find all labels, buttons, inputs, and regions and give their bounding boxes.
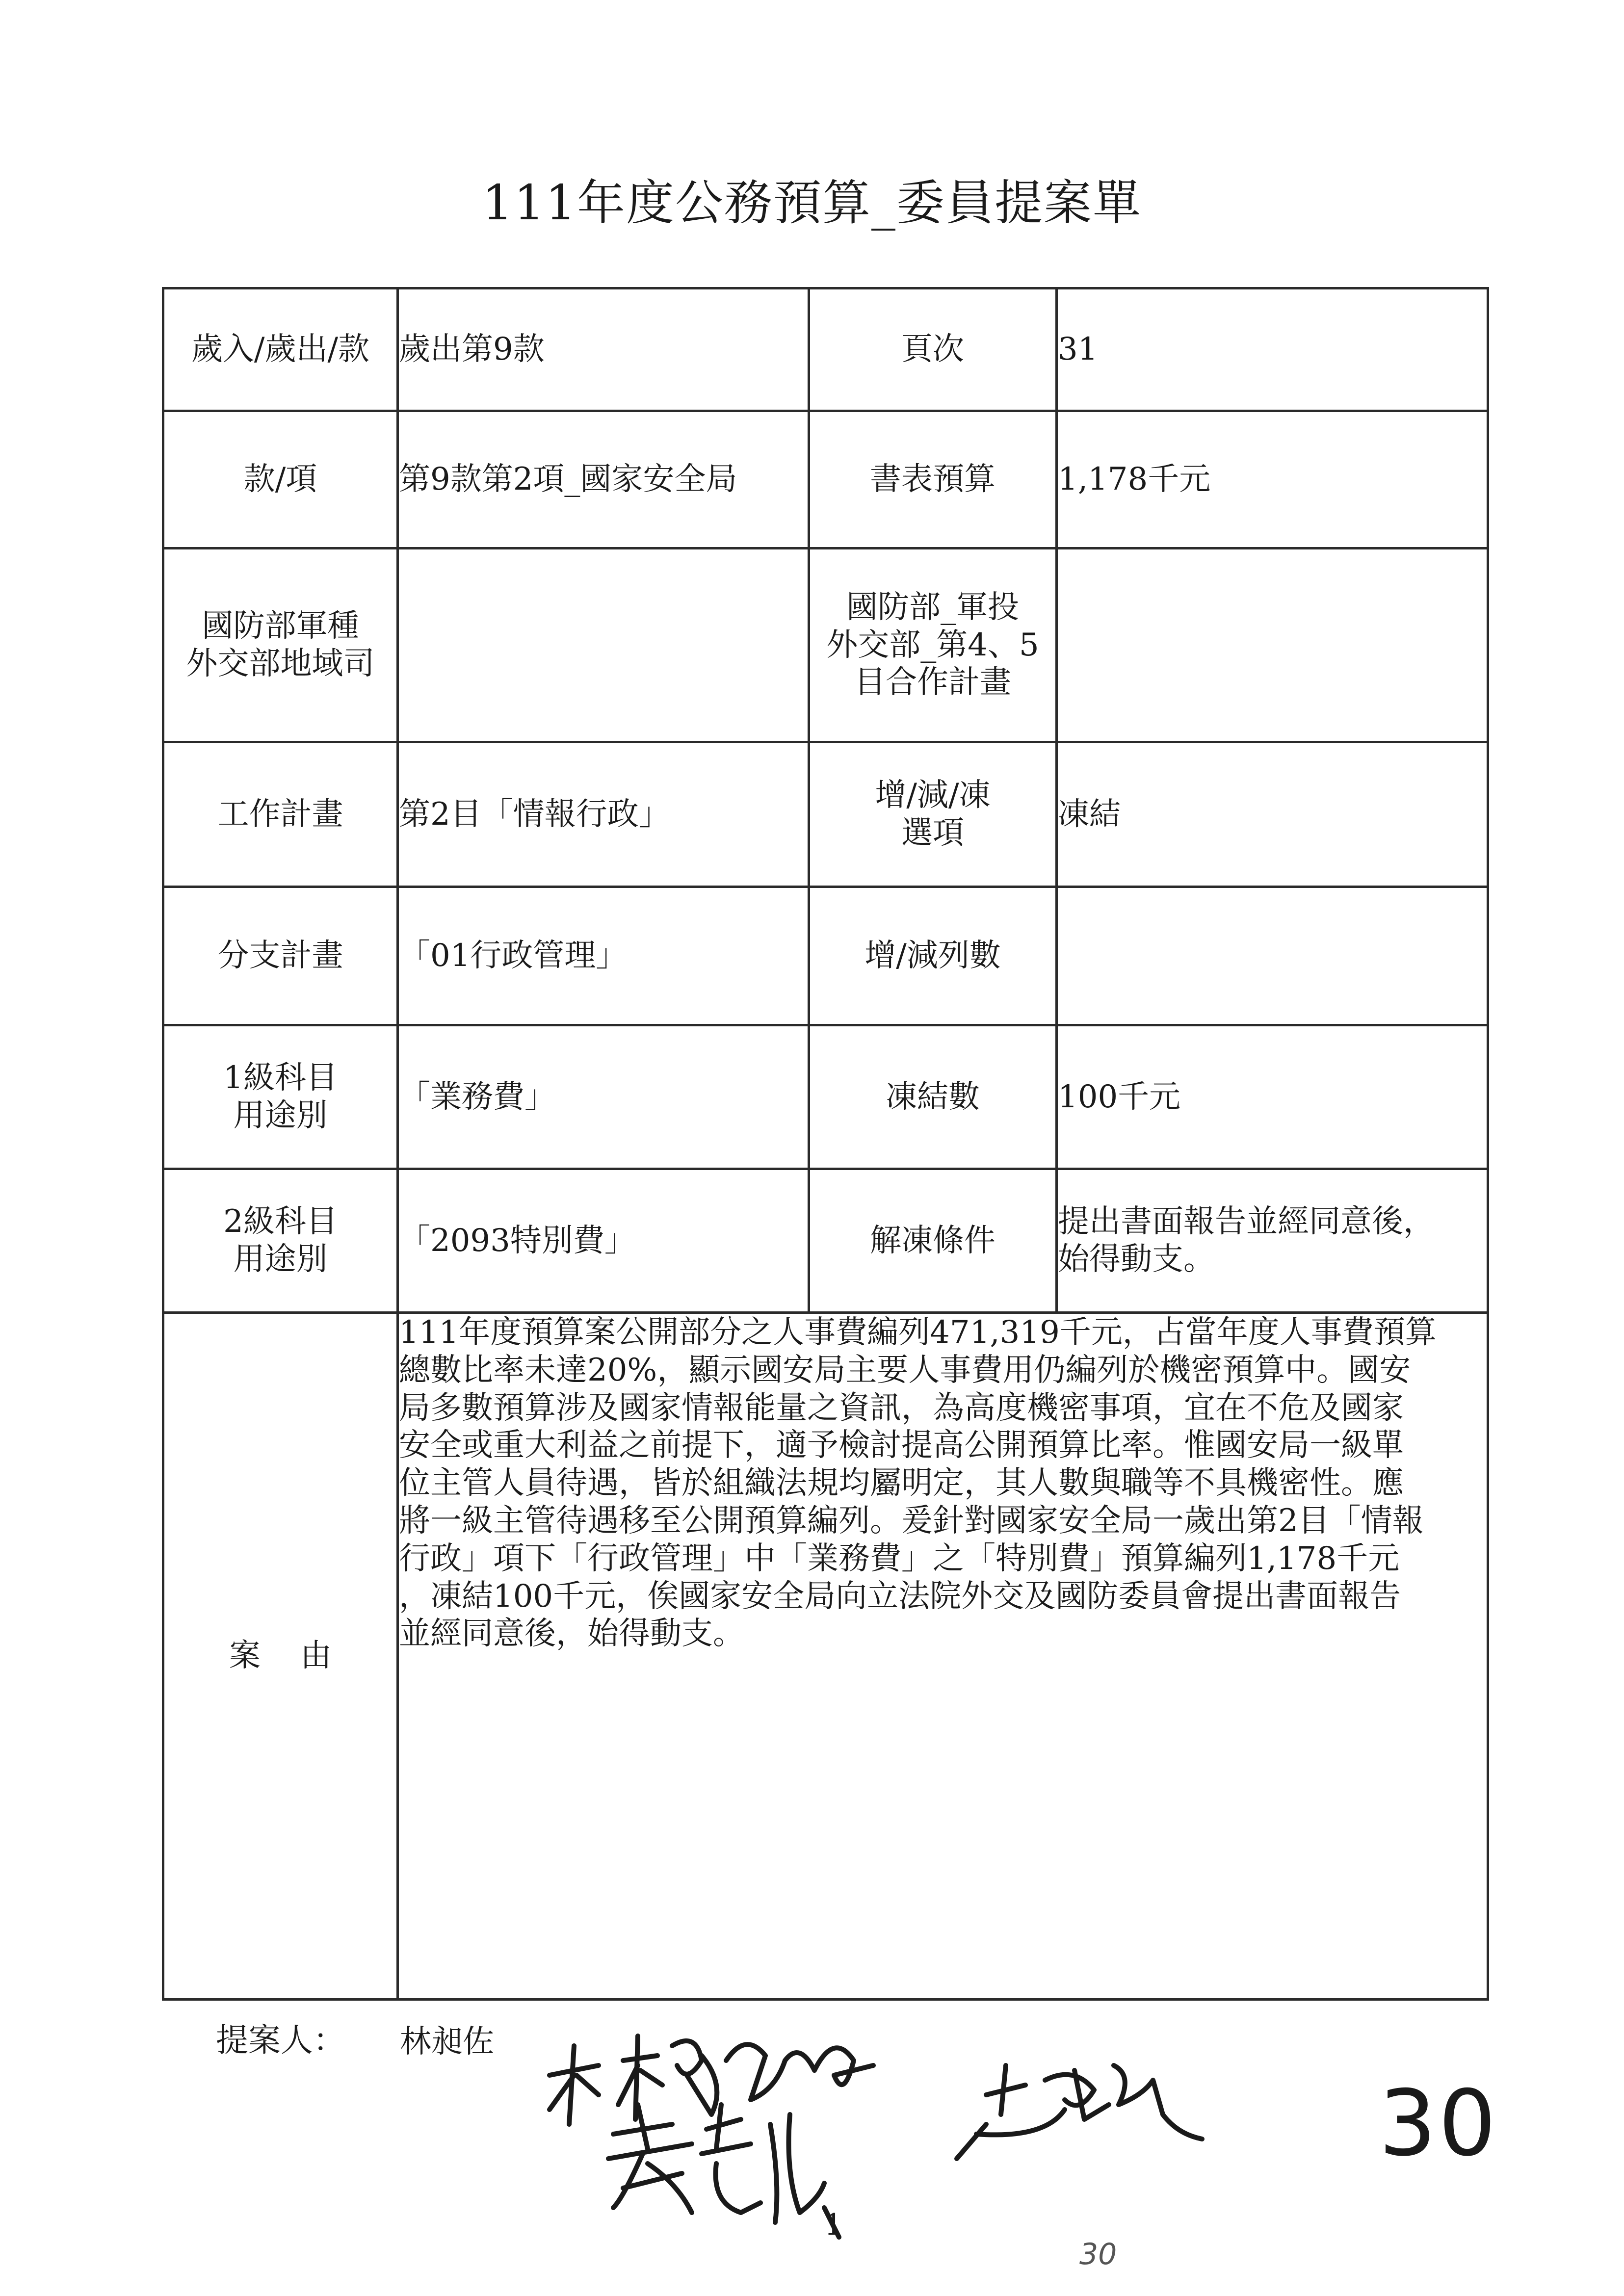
- reason-line: 並經同意後，始得動支。: [399, 1616, 744, 1652]
- form-row: [163, 288, 1488, 411]
- form-label: [809, 548, 1057, 742]
- form-label: [163, 1169, 398, 1313]
- form-label-line: 目合作計畫: [854, 664, 1011, 701]
- form-label-line: 增/減列數: [864, 938, 1001, 974]
- form-label-line: 款/項: [243, 461, 317, 498]
- form-label: [809, 742, 1057, 887]
- form-label: [809, 411, 1057, 548]
- handwritten-page-number: 30: [1379, 2070, 1498, 2176]
- form-value-line: 歲出第9款: [399, 331, 545, 368]
- form-value: [398, 411, 809, 548]
- form-value: [1057, 1025, 1488, 1169]
- form-label-line: 歲入/歲出/款: [191, 331, 370, 368]
- form-label-line: 用途別: [233, 1241, 328, 1278]
- form-label-line: 分支計畫: [217, 938, 343, 974]
- form-label: [163, 887, 398, 1025]
- form-row: [163, 1025, 1488, 1169]
- reason-line: 111年度預算案公開部分之人事費編列471,319千元，占當年度人事費預算: [399, 1314, 1437, 1351]
- reason-line: 行政」項下「行政管理」中「業務費」之「特別費」預算編列1,178千元: [399, 1540, 1400, 1577]
- form-value-line: 第2目「情報行政」: [399, 796, 670, 833]
- document-title: 111年度公務預算_委員提案單: [482, 175, 1142, 231]
- proposer-name: 林昶佐: [400, 2024, 494, 2060]
- form-value: [398, 1025, 809, 1169]
- form-label: [809, 1169, 1057, 1313]
- form-label: [809, 887, 1057, 1025]
- page-number: 1: [824, 2208, 843, 2242]
- reason-line: 總數比率未達20%，顯示國安局主要人事費用仍編列於機密預算中。國安: [399, 1352, 1411, 1388]
- form-row: [163, 742, 1488, 887]
- signature-3: [947, 2036, 1222, 2164]
- form-label-line: 國防部軍種: [202, 608, 359, 645]
- reason-line: 將一級主管待遇移至公開預算編列。爰針對國家安全局一歲出第2目「情報: [399, 1502, 1424, 1539]
- form-label: [163, 742, 398, 887]
- form-label-line: 頁次: [901, 331, 964, 368]
- signature-2: [594, 2085, 849, 2242]
- form-value: [1057, 288, 1488, 411]
- form-label: [163, 411, 398, 548]
- form-value: [398, 548, 809, 742]
- proposal-form-table: [162, 287, 1489, 2001]
- form-value-line: 100千元: [1058, 1078, 1181, 1115]
- reason-line: 安全或重大利益之前提下，適予檢討提高公開預算比率。惟國安局一級單: [399, 1427, 1404, 1464]
- form-label-line: 書表預算: [870, 461, 995, 498]
- form-value-line: 「01行政管理」: [399, 938, 628, 974]
- form-value-line: 「2093特別費」: [399, 1222, 636, 1259]
- reason-line: 局多數預算涉及國家情報能量之資訊，為高度機密事項，宜在不危及國家: [399, 1389, 1404, 1426]
- form-row: [163, 548, 1488, 742]
- form-row: [163, 411, 1488, 548]
- form-value: [398, 1169, 809, 1313]
- form-value-line: 始得動支。: [1058, 1241, 1215, 1278]
- form-row: [163, 1169, 1488, 1313]
- form-label-line: 選項: [901, 815, 964, 851]
- reason-label-left: 案: [229, 1638, 261, 1674]
- form-row: [163, 887, 1488, 1025]
- form-label: [163, 288, 398, 411]
- reason-text: [398, 1313, 1488, 2000]
- form-label-line: 外交部地域司: [186, 646, 375, 682]
- form-value: [1057, 548, 1488, 742]
- handwritten-small-number: 30: [1079, 2237, 1117, 2271]
- form-value-line: 1,178千元: [1058, 461, 1211, 498]
- proposer-label: 提案人：: [216, 2021, 345, 2059]
- reason-label-right: 由: [300, 1638, 332, 1674]
- form-label-line: 凍結數: [886, 1078, 980, 1115]
- form-label-line: 外交部_第4、5: [826, 626, 1039, 663]
- form-label-line: 國防部_軍投: [846, 589, 1019, 626]
- form-label: [163, 548, 398, 742]
- form-label: [809, 288, 1057, 411]
- form-value: [398, 742, 809, 887]
- form-label-line: 解凍條件: [870, 1222, 995, 1259]
- form-value: [398, 288, 809, 411]
- form-value: [1057, 742, 1488, 887]
- reason-row: [163, 1313, 1488, 2000]
- reason-label: [163, 1313, 398, 2000]
- form-value: [398, 887, 809, 1025]
- form-value-line: 「業務費」: [399, 1078, 556, 1115]
- form-value-line: 提出書面報告並經同意後，: [1058, 1203, 1435, 1240]
- form-label-line: 工作計畫: [217, 796, 343, 833]
- form-label-line: 1級科目: [223, 1060, 338, 1096]
- form-label: [809, 1025, 1057, 1169]
- form-label-line: 增/減/凍: [875, 777, 991, 814]
- reason-line: 位主管人員待遇，皆於組織法規均屬明定，其人數與職等不具機密性。應: [399, 1465, 1404, 1502]
- form-label: [163, 1025, 398, 1169]
- form-value: [1057, 411, 1488, 548]
- form-label-line: 用途別: [233, 1097, 328, 1134]
- form-value-line: 31: [1058, 331, 1098, 368]
- form-value-line: 凍結: [1058, 796, 1121, 833]
- form-value: [1057, 1169, 1488, 1313]
- form-value-line: 第9款第2項_國家安全局: [399, 461, 737, 498]
- form-label-line: 2級科目: [223, 1203, 338, 1240]
- reason-line: ，凍結100千元，俟國家安全局向立法院外交及國防委員會提出書面報告: [399, 1578, 1401, 1615]
- form-value: [1057, 887, 1488, 1025]
